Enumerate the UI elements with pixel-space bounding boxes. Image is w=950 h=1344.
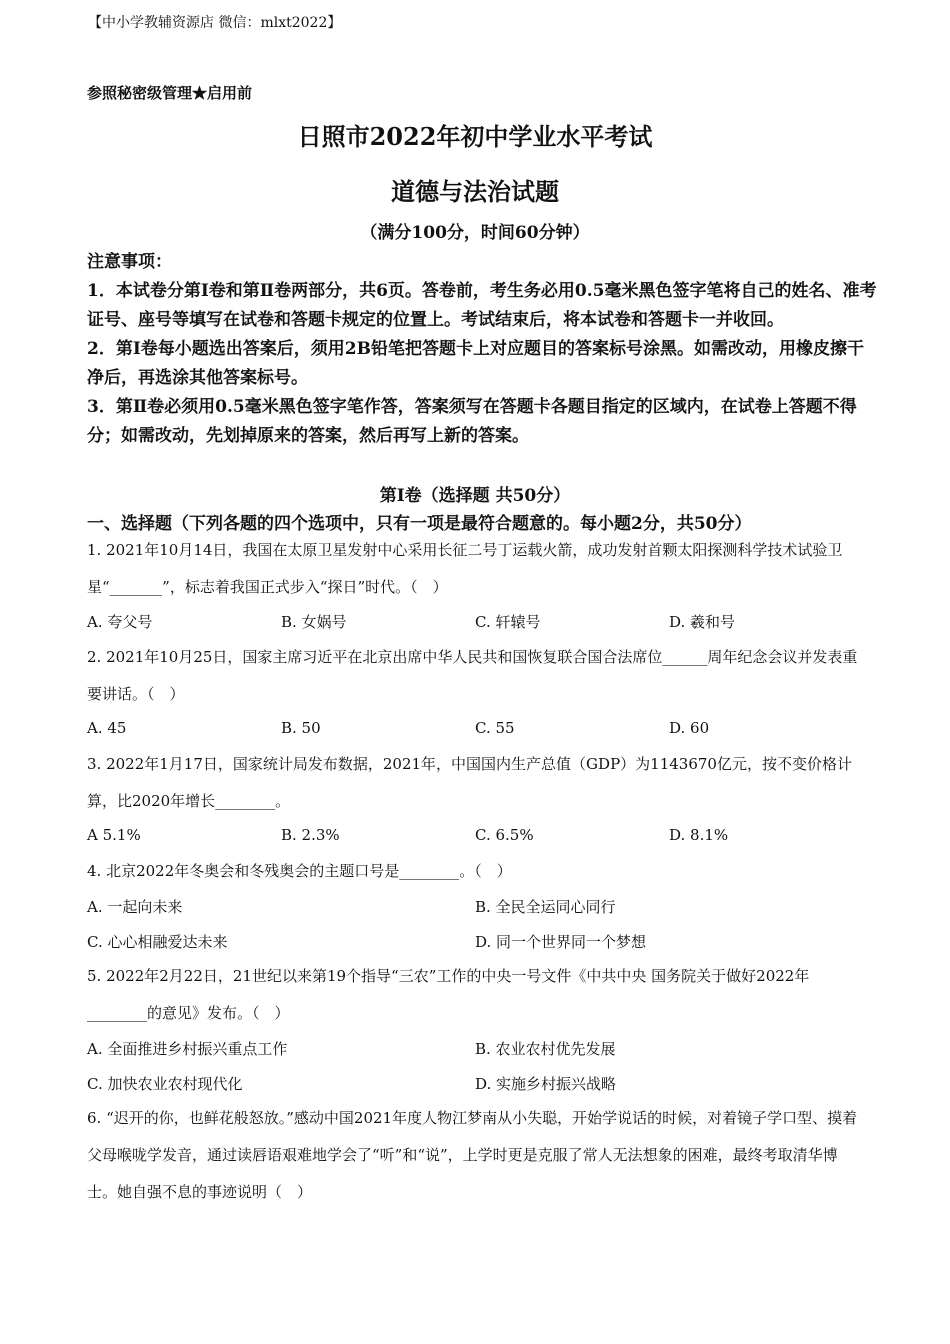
question-options: [87, 1073, 867, 1097]
question-stem: 3. 2022年1月17日，国家统计局发布数据，2021年，中国国内生产总值（GDP）为1143670亿元，按不变价格计算，比2020年增长________。: [87, 755, 852, 810]
secret-label: 参照秘密级管理★启用前: [87, 84, 253, 102]
question-options: [87, 931, 867, 955]
option-d: D. 同一个世界同一个梦想: [475, 933, 647, 951]
question-options: [87, 896, 867, 920]
option-c: C. 加快农业农村现代化: [87, 1075, 243, 1093]
option-a: A. 一起向未来: [87, 898, 183, 916]
option-b: B. 2.3%: [281, 826, 340, 844]
option-c: C. 心心相融爱达未来: [87, 933, 228, 951]
question-stem: 2. 2021年10月25日，国家主席习近平在北京出席中华人民共和国恢复联合国合法席位______周年纪念会议并发表重要讲话。（ ）: [87, 648, 858, 703]
exam-title: 日照市2022年初中学业水平考试: [297, 122, 653, 151]
option-b: B. 50: [281, 719, 321, 737]
subject-title: 道德与法治试题: [391, 177, 559, 206]
page-header: 【中小学教辅资源店 微信：mlxt2022】: [88, 15, 342, 31]
option-d: D. 8.1%: [669, 826, 729, 844]
notice-item: 2．第Ⅰ卷每小题选出答案后，须用2B铅笔把答题卡上对应题目的答案标号涂黑。如需改动，用橡皮擦干净后，再选涂其他答案标号。: [87, 339, 864, 388]
option-d: D. 实施乡村振兴战略: [475, 1075, 617, 1093]
question-options: [87, 719, 867, 743]
option-b: B. 农业农村优先发展: [475, 1040, 616, 1058]
option-b: B. 女娲号: [281, 613, 347, 631]
section-title: 一、选择题（下列各题的四个选项中，只有一项是最符合题意的。每小题2分，共50分）: [87, 514, 752, 534]
part-title: 第Ⅰ卷（选择题 共50分）: [379, 486, 571, 506]
exam-info: （满分100分，时间60分钟）: [360, 223, 590, 243]
option-c: C. 6.5%: [475, 826, 534, 844]
option-c: C. 轩辕号: [475, 613, 541, 631]
question-stem: 6. “迟开的你，也鲜花般怒放。”感动中国2021年度人物江梦南从小失聪，开始学说话的时候，对着镜子学口型、摸着父母喉咙学发音，通过读唇语艰难地学会了“听”和“说”，上学时更是克服了常人无法想象的困难，最终考取清华博士。她自强不息的事迹说明（ ）: [87, 1109, 858, 1201]
option-d: D. 60: [669, 719, 710, 737]
option-c: C. 55: [475, 719, 515, 737]
question-stem: 5. 2022年2月22日，21世纪以来第19个指导“三农”工作的中央一号文件《中共中央 国务院关于做好2022年________的意见》发布。（ ）: [87, 967, 810, 1022]
question-stem: 1. 2021年10月14日，我国在太原卫星发射中心采用长征二号丁运载火箭，成功发射首颗太阳探测科学技术试验卫星“_______”，标志着我国正式步入“探日”时代。（ ）: [87, 541, 843, 596]
notice-item: 1．本试卷分第Ⅰ卷和第Ⅱ卷两部分，共6页。答卷前，考生务必用0.5毫米黑色签字笔将自己的姓名、准考证号、座号等填写在试卷和答题卡规定的位置上。考试结束后，将本试卷和答题卡一并收回。: [87, 281, 877, 330]
notice-heading: 注意事项：: [87, 252, 172, 272]
option-a: A. 45: [87, 719, 127, 737]
question-options: [87, 826, 867, 850]
option-d: D. 羲和号: [669, 613, 736, 631]
option-a: A 5.1%: [87, 826, 141, 844]
notice-item: 3．第Ⅱ卷必须用0.5毫米黑色签字笔作答，答案须写在答题卡各题目指定的区域内，在试卷上答题不得分；如需改动，先划掉原来的答案，然后再写上新的答案。: [87, 397, 857, 446]
question-options: [87, 611, 867, 635]
notice-block: [87, 248, 877, 451]
question-options: [87, 1038, 867, 1062]
option-a: A. 夸父号: [87, 613, 153, 631]
option-a: A. 全面推进乡村振兴重点工作: [87, 1040, 288, 1058]
question-stem: 4. 北京2022年冬奥会和冬残奥会的主题口号是________。（ ）: [87, 862, 512, 880]
option-b: B. 全民全运同心同行: [475, 898, 616, 916]
